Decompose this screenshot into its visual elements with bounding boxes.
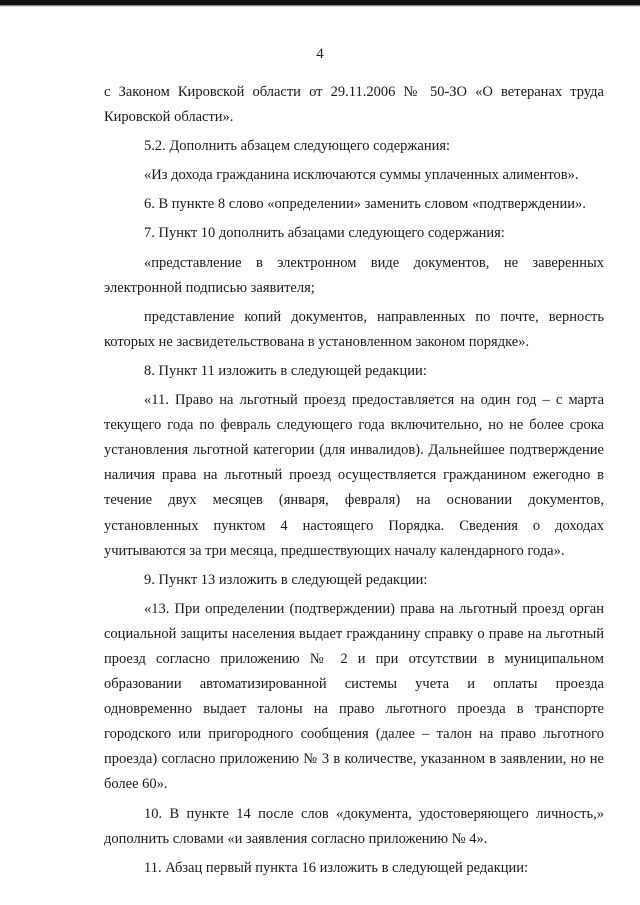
scan-top-border <box>0 0 640 5</box>
page-number: 4 <box>316 46 324 62</box>
paragraph-11: 11. Абзац первый пункта 16 изложить в следующей редакции: <box>144 859 529 876</box>
paragraph-6: 6. В пункте 8 слово «определении» заменить словом «подтверждении». <box>144 196 586 213</box>
paragraph-11-text: «11. Право на льготный проезд предоставляется на один год – с марта текущего года по февраль следующего года включительно, но не более срока установления льготной категории (для инвалидов). Дальнейшее подтверждение наличия права на льготный проезд осуществляется гражданином ежегодно в течение двух месяцев (января, февраля) на основании документов, установленных пунктом 4 настоящего Порядка. Сведения о доходах учитываются за три месяца, предшествующих началу календарного года». <box>104 392 604 559</box>
paragraph-7: 7. Пункт 10 дополнить абзацами следующего содержания: <box>144 225 505 242</box>
document-body <box>104 80 604 881</box>
paragraph-9: 9. Пункт 13 изложить в следующей редакции: <box>144 571 428 588</box>
paragraph-alimony-quote: «Из дохода гражданина исключаются суммы уплаченных алиментов». <box>144 167 579 184</box>
paragraph-electronic-docs: «представление в электронном виде документов, не заверенных электронной подписью заявителя; <box>104 254 604 296</box>
paragraph-8: 8. Пункт 11 изложить в следующей редакции: <box>144 362 427 379</box>
paragraph-10: 10. В пункте 14 после слов «документа, удостоверяющего личность,» дополнить словами «и заявления согласно приложению № 4». <box>104 805 604 847</box>
paragraph-5-2: 5.2. Дополнить абзацем следующего содержания: <box>144 138 451 155</box>
paragraph-13-text: «13. При определении (подтверждении) права на льготный проезд орган социальной защиты населения выдает гражданину справку о праве на льготный проезд согласно приложению № 2 и при отсутствии в муниципальном образовании автоматизированной системы учета и оплаты проезда одновременно выдает талоны на право льготного проезда в транспорте городского или пригородного сообщения (далее – талон на право льготного проезда) согласно приложению № 3 в количестве, указанном в заявлении, но не более 60». <box>104 600 604 793</box>
paragraph-continuation: с Законом Кировской области от 29.11.2006 № 50-ЗО «О ветеранах труда Кировской области». <box>104 84 604 126</box>
paragraph-postal-copies: представление копий документов, направленных по почте, верность которых не засвидетельствована в установленном законом порядке». <box>104 308 604 350</box>
